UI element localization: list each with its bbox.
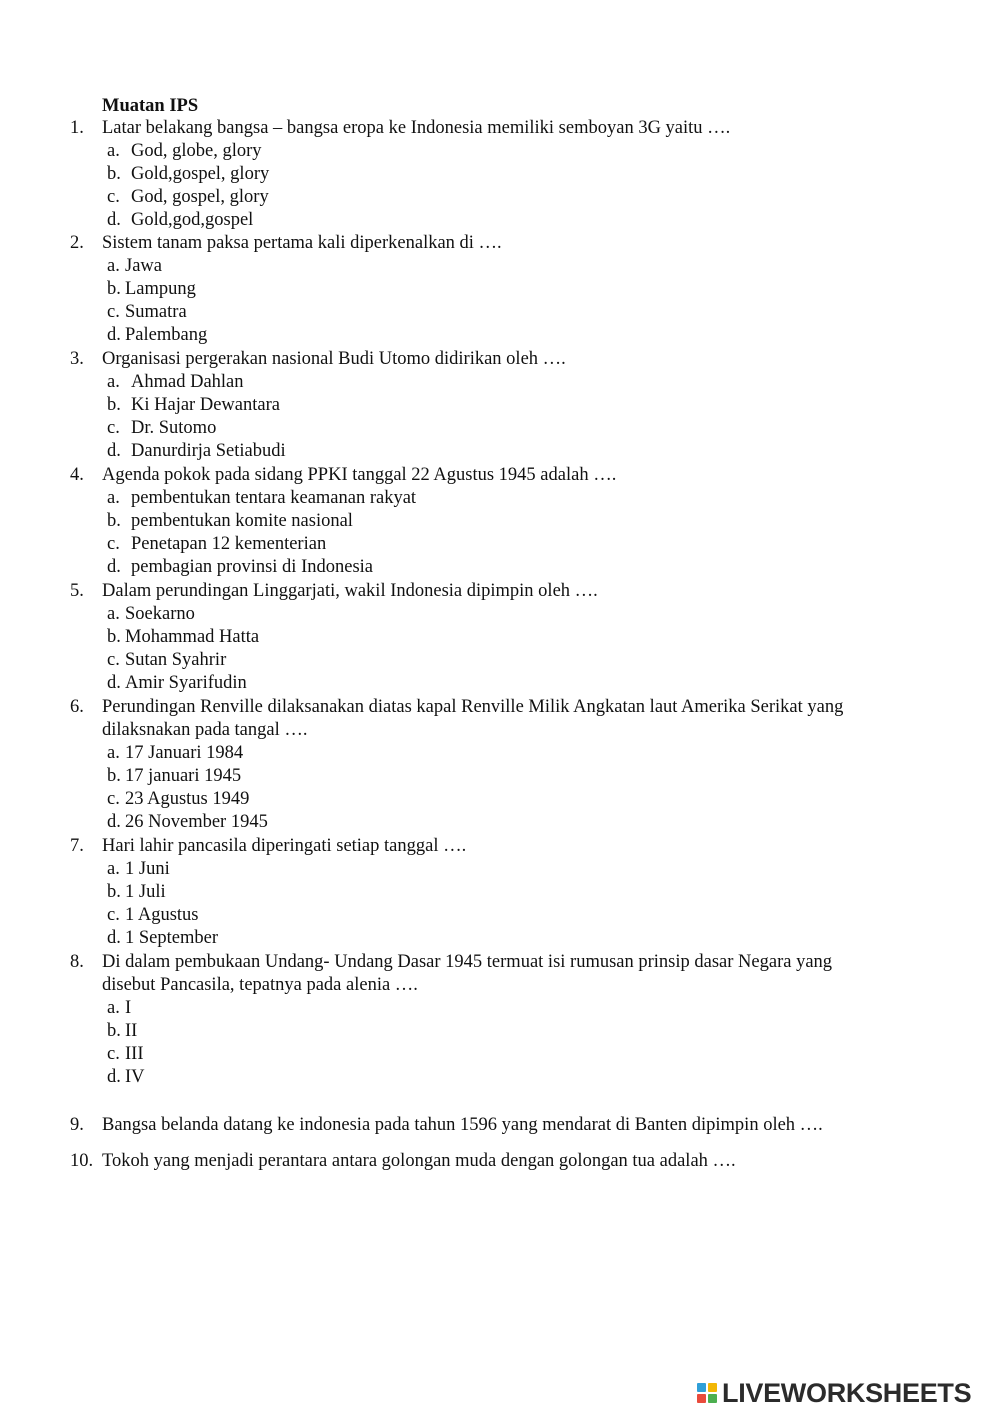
option-text: Mohammad Hatta bbox=[125, 627, 260, 647]
logo-square-v bbox=[697, 1394, 706, 1403]
option-text: IV bbox=[125, 1067, 145, 1087]
question-number: 5. bbox=[70, 581, 84, 601]
option-letter: d. bbox=[107, 441, 121, 461]
option-text: Soekarno bbox=[125, 604, 195, 624]
logo-square-e bbox=[708, 1394, 717, 1403]
option-text: 23 Agustus 1949 bbox=[125, 789, 250, 809]
option-text: Ki Hajar Dewantara bbox=[131, 395, 280, 415]
option-letter: c. bbox=[107, 650, 120, 670]
option-letter: a. bbox=[107, 256, 120, 276]
option-text: Sutan Syahrir bbox=[125, 650, 227, 670]
option-letter: a. bbox=[107, 372, 120, 392]
question-text: Dalam perundingan Linggarjati, wakil Indonesia dipimpin oleh …. bbox=[102, 581, 598, 601]
option-letter: b. bbox=[107, 511, 121, 531]
option-text: I bbox=[125, 998, 132, 1018]
option-letter: b. bbox=[107, 279, 121, 299]
option-letter: b. bbox=[107, 164, 121, 184]
question-text: Organisasi pergerakan nasional Budi Utomo didirikan oleh …. bbox=[102, 349, 566, 369]
option-letter: a. bbox=[107, 743, 120, 763]
question-text: Agenda pokok pada sidang PPKI tanggal 22 Agustus 1945 adalah …. bbox=[102, 465, 617, 485]
option-letter: c. bbox=[107, 418, 120, 438]
option-letter: d. bbox=[107, 928, 121, 948]
option-letter: a. bbox=[107, 998, 120, 1018]
option-text: pembentukan komite nasional bbox=[131, 511, 353, 531]
option-text: Lampung bbox=[125, 279, 196, 299]
option-text: God, globe, glory bbox=[131, 141, 262, 161]
option-letter: d. bbox=[107, 557, 121, 577]
option-text: Danurdirja Setiabudi bbox=[131, 441, 286, 461]
question-number: 7. bbox=[70, 836, 84, 856]
option-letter: c. bbox=[107, 905, 120, 925]
option-letter: c. bbox=[107, 187, 120, 207]
option-letter: b. bbox=[107, 1021, 121, 1041]
option-letter: d. bbox=[107, 210, 121, 230]
question-text: Bangsa belanda datang ke indonesia pada tahun 1596 yang mendarat di Banten dipimpin oleh …. bbox=[102, 1115, 823, 1135]
question-text: Perundingan Renville dilaksanakan diatas kapal Renville Milik Angkatan laut Amerika Serikat yang bbox=[102, 697, 844, 717]
question-number: 4. bbox=[70, 465, 84, 485]
option-text: 26 November 1945 bbox=[125, 812, 268, 832]
option-letter: a. bbox=[107, 488, 120, 508]
question-number: 8. bbox=[70, 952, 84, 972]
option-text: 17 Januari 1984 bbox=[125, 743, 244, 763]
option-letter: a. bbox=[107, 859, 120, 879]
option-text: 1 Agustus bbox=[125, 905, 199, 925]
option-text: Palembang bbox=[125, 325, 208, 345]
liveworksheets-logo bbox=[697, 1378, 971, 1408]
option-text: 17 januari 1945 bbox=[125, 766, 242, 786]
option-letter: c. bbox=[107, 789, 120, 809]
logo-square-l bbox=[697, 1383, 706, 1392]
logo-wordmark: LIVEWORKSHEETS bbox=[722, 1378, 972, 1408]
option-text: Ahmad Dahlan bbox=[131, 372, 244, 392]
option-text: Penetapan 12 kementerian bbox=[131, 534, 327, 554]
option-text: 1 Juli bbox=[125, 882, 166, 902]
option-text: pembagian provinsi di Indonesia bbox=[131, 557, 373, 577]
question-text: disebut Pancasila, tepatnya pada alenia …. bbox=[102, 975, 418, 995]
option-letter: b. bbox=[107, 395, 121, 415]
option-letter: a. bbox=[107, 141, 120, 161]
question-number: 2. bbox=[70, 233, 84, 253]
option-letter: b. bbox=[107, 766, 121, 786]
question-text: dilaksnakan pada tangal …. bbox=[102, 720, 308, 740]
option-letter: c. bbox=[107, 534, 120, 554]
option-text: Dr. Sutomo bbox=[131, 418, 217, 438]
option-text: pembentukan tentara keamanan rakyat bbox=[131, 488, 417, 508]
option-letter: d. bbox=[107, 325, 121, 345]
question-number: 10. bbox=[70, 1151, 94, 1171]
option-letter: d. bbox=[107, 1067, 121, 1087]
option-text: God, gospel, glory bbox=[131, 187, 269, 207]
question-text: Di dalam pembukaan Undang- Undang Dasar 1945 termuat isi rumusan prinsip dasar Negara yang bbox=[102, 952, 833, 972]
option-letter: b. bbox=[107, 882, 121, 902]
question-text: Latar belakang bangsa – bangsa eropa ke Indonesia memiliki semboyan 3G yaitu …. bbox=[102, 118, 731, 138]
option-text: 1 Juni bbox=[125, 859, 170, 879]
logo-mark-icon bbox=[697, 1383, 717, 1403]
question-number: 3. bbox=[70, 349, 84, 369]
section-title: Muatan IPS bbox=[102, 96, 199, 116]
question-text: Tokoh yang menjadi perantara antara golongan muda dengan golongan tua adalah …. bbox=[102, 1151, 736, 1171]
option-text: III bbox=[125, 1044, 144, 1064]
question-number: 6. bbox=[70, 697, 84, 717]
option-text: Sumatra bbox=[125, 302, 187, 322]
question-text: Hari lahir pancasila diperingati setiap tanggal …. bbox=[102, 836, 467, 856]
option-text: Gold,god,gospel bbox=[131, 210, 254, 230]
logo-square-i bbox=[708, 1383, 717, 1392]
option-text: II bbox=[125, 1021, 138, 1041]
option-letter: d. bbox=[107, 673, 121, 693]
option-text: Amir Syarifudin bbox=[125, 673, 247, 693]
option-text: Gold,gospel, glory bbox=[131, 164, 270, 184]
option-text: 1 September bbox=[125, 928, 218, 948]
question-number: 9. bbox=[70, 1115, 84, 1135]
option-letter: c. bbox=[107, 1044, 120, 1064]
option-letter: d. bbox=[107, 812, 121, 832]
question-text: Sistem tanam paksa pertama kali diperkenalkan di …. bbox=[102, 233, 502, 253]
option-letter: a. bbox=[107, 604, 120, 624]
option-letter: c. bbox=[107, 302, 120, 322]
question-number: 1. bbox=[70, 118, 84, 138]
option-text: Jawa bbox=[125, 256, 162, 276]
option-letter: b. bbox=[107, 627, 121, 647]
